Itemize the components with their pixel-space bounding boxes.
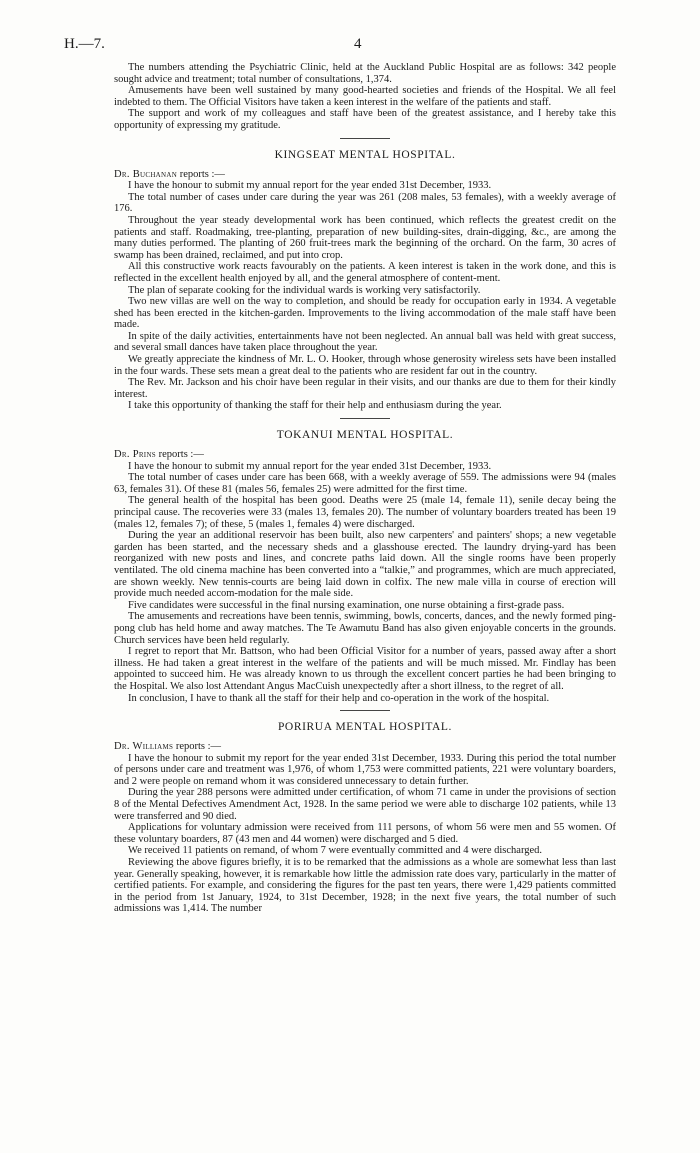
paragraph: Amusements have been well sustained by many good-hearted societies and friends of the Hospital. We all feel indebted to them. The Official Visitors have taken a keen interest in the welfare of the patients and staff. (114, 85, 616, 108)
paragraph: In spite of the daily activities, entertainments have not been neglected. An annual ball was held with great success, and several small dances have taken place throughout the year. (114, 330, 616, 354)
porirua-section (114, 721, 616, 915)
paragraph: The total number of cases under care has been 668, with a weekly average of 559. The admissions were 94 (males 63, females 31). Of these 81 (males 56, females 25) were admitted for the first time. (114, 472, 616, 495)
paragraph: I regret to report that Mr. Battson, who had been Official Visitor for a number of years, passed away after a short illness. He had taken a great interest in the welfare of the patients and will be much missed. Mr. Findlay has been appointed to succeed him. He was already known to us through the excellent concert parties he had been bringing to the Hospital. We also lost Attendant Angus MacCuish unexpectedly after a short illness, to the regret of all. (114, 646, 616, 692)
paragraph: Five candidates were successful in the final nursing examination, one nurse obtaining a first-grade pass. (128, 599, 565, 611)
reports-label: reports :— (158, 449, 204, 461)
paragraph: Reviewing the above figures briefly, it is to be remarked that the admissions as a whole are somewhat less than last year. Generally speaking, however, it is remarkable how little the admission rate does vary, particularly in the matter of certified patients. For example, and considering the figures for the past ten years, there were 1,429 patients committed in the period from 1st January, 1924, to 31st December, 1928; in the next five years, the total number of such admissions was 1,414. The number (114, 857, 616, 915)
paragraph: The total number of cases under care during the year was 261 (208 males, 53 females), with a weekly average of 176. (114, 191, 616, 215)
paragraph: During the year an additional reservoir has been built, also new carpenters' and painters' shops; a new vegetable garden has been started, and the necessary sheds and a glasshouse erected. The laundry drying-yard has been reorganized with new posts and lines, and concrete paths laid down. All the single rooms have been properly ventilated. The old cinema machine has been converted into a “talkie,” and programmes, which are much appreciated, are shown weekly. New tennis-courts are being laid down in colfix. The new male villa in course of erection will provide much needed accom-modation for the male side. (114, 530, 616, 600)
paragraph: The amusements and recreations have been tennis, swimming, bowls, concerts, dances, and the newly formed ping-pong club has held home and away matches. The Te Awamutu Band has also given enjoyable concerts in the grounds. Church services have been held regularly. (114, 611, 616, 646)
paragraph: The support and work of my colleagues and staff have been of the greatest assistance, and I hereby take this opportunity of expressing my gratitude. (114, 108, 616, 131)
paragraph: We greatly appreciate the kindness of Mr. L. O. Hooker, through whose generosity wireless sets have been installed in the four wards. These sets mean a great deal to the patients who are resident far out in the country. (114, 354, 616, 377)
page-header (64, 36, 616, 62)
reporter-name: Dr. Buchanan (114, 168, 178, 180)
section-title: KINGSEAT MENTAL HOSPITAL. (274, 148, 456, 161)
paragraph: All this constructive work reacts favourably on the patients. A keen interest is taken in the work done, and this is reflected in the excellent health enjoyed by all, and the general atmosphere of content-ment. (114, 261, 616, 284)
paragraph: During the year 288 persons were admitted under certification, of whom 71 came in under the provisions of section 8 of the Mental Defectives Amendment Act, 1928. In the same period we were able to discharge 102 patients, while 13 were transferred and 90 died. (114, 787, 616, 822)
reporter-line (114, 449, 616, 461)
section-divider (340, 710, 390, 711)
paragraph: I have the honour to submit my annual report for the year ended 31st December, 1933. (128, 180, 492, 192)
reporter-line (114, 741, 616, 753)
paragraph: I have the honour to submit my annual report for the year ended 31st December, 1933. (128, 460, 492, 472)
paragraph: I have the honour to submit my report for the year ended 31st December, 1933. During this period the total number of persons under care and treatment was 1,976, of whom 1,753 were committed patients, 221 were voluntary boarders, and 2 were people on remand whom it was considered unnecessary to detain further. (114, 752, 616, 787)
paragraph: In conclusion, I have to thank all the staff for their help and co-operation in the work of the hospital. (128, 692, 550, 704)
report-reference: H.—7. (64, 36, 105, 52)
paragraph: Applications for voluntary admission were received from 111 persons, of whom 56 were men and 55 women. Of these voluntary boarders, 87 (43 men and 44 women) were discharged and 5 died. (114, 822, 616, 845)
reporter-name: Dr. Prins (114, 449, 156, 461)
reports-label: reports :— (175, 741, 222, 753)
page-number: 4 (354, 36, 362, 52)
paragraph: The Rev. Mr. Jackson and his choir have been regular in their visits, and our thanks are due to them for their kindly interest. (114, 377, 616, 400)
reporter-line (114, 169, 616, 181)
paragraph: The general health of the hospital has been good. Deaths were 25 (male 14, female 11), senile decay being the principal cause. The recoveries were 33 (males 13, females 20). The number of voluntary boarders treated has been 19 (males 12, females 7); of these, 5 (males 1, females 4) were discharged. (114, 495, 616, 530)
paragraph: The numbers attending the Psychiatric Clinic, held at the Auckland Public Hospital are as follows: 342 people sought advice and treatment; total number of consultations, 1,374. (114, 62, 616, 85)
kingseat-section (114, 149, 616, 412)
section-title: TOKANUI MENTAL HOSPITAL. (276, 429, 454, 442)
paragraph: The plan of separate cooking for the individual wards is working very satisfactorily. (128, 284, 481, 296)
paragraph: I take this opportunity of thanking the staff for their help and enthusiasm during the year. (128, 400, 502, 412)
paragraph: Throughout the year steady developmental work has been continued, which reflects the greatest credit on the patients and staff. Roadmaking, tree-planting, preparation of new building-sites, drain-digging, &c., are among the many duties performed. The planting of 260 fruit-trees mark the beginning of the orchard. On the farm, 30 acres of swamp has been drained, reclaimed, and put into crop. (114, 214, 616, 261)
paragraph: Two new villas are well on the way to completion, and should be ready for occupation early in 1934. A vegetable shed has been erected in the kitchen-garden. Improvements to the living accommodation of the male staff have been made. (114, 296, 616, 331)
section-divider (340, 418, 390, 419)
reporter-name: Dr. Williams (114, 741, 174, 753)
paragraph: We received 11 patients on remand, of whom 7 were eventually committed and 4 were discharged. (128, 845, 543, 857)
reports-label: reports :— (179, 168, 225, 180)
intro-section (114, 62, 616, 132)
section-divider (340, 138, 390, 139)
tokanui-section (114, 429, 616, 704)
section-title: PORIRUA MENTAL HOSPITAL. (277, 721, 453, 734)
